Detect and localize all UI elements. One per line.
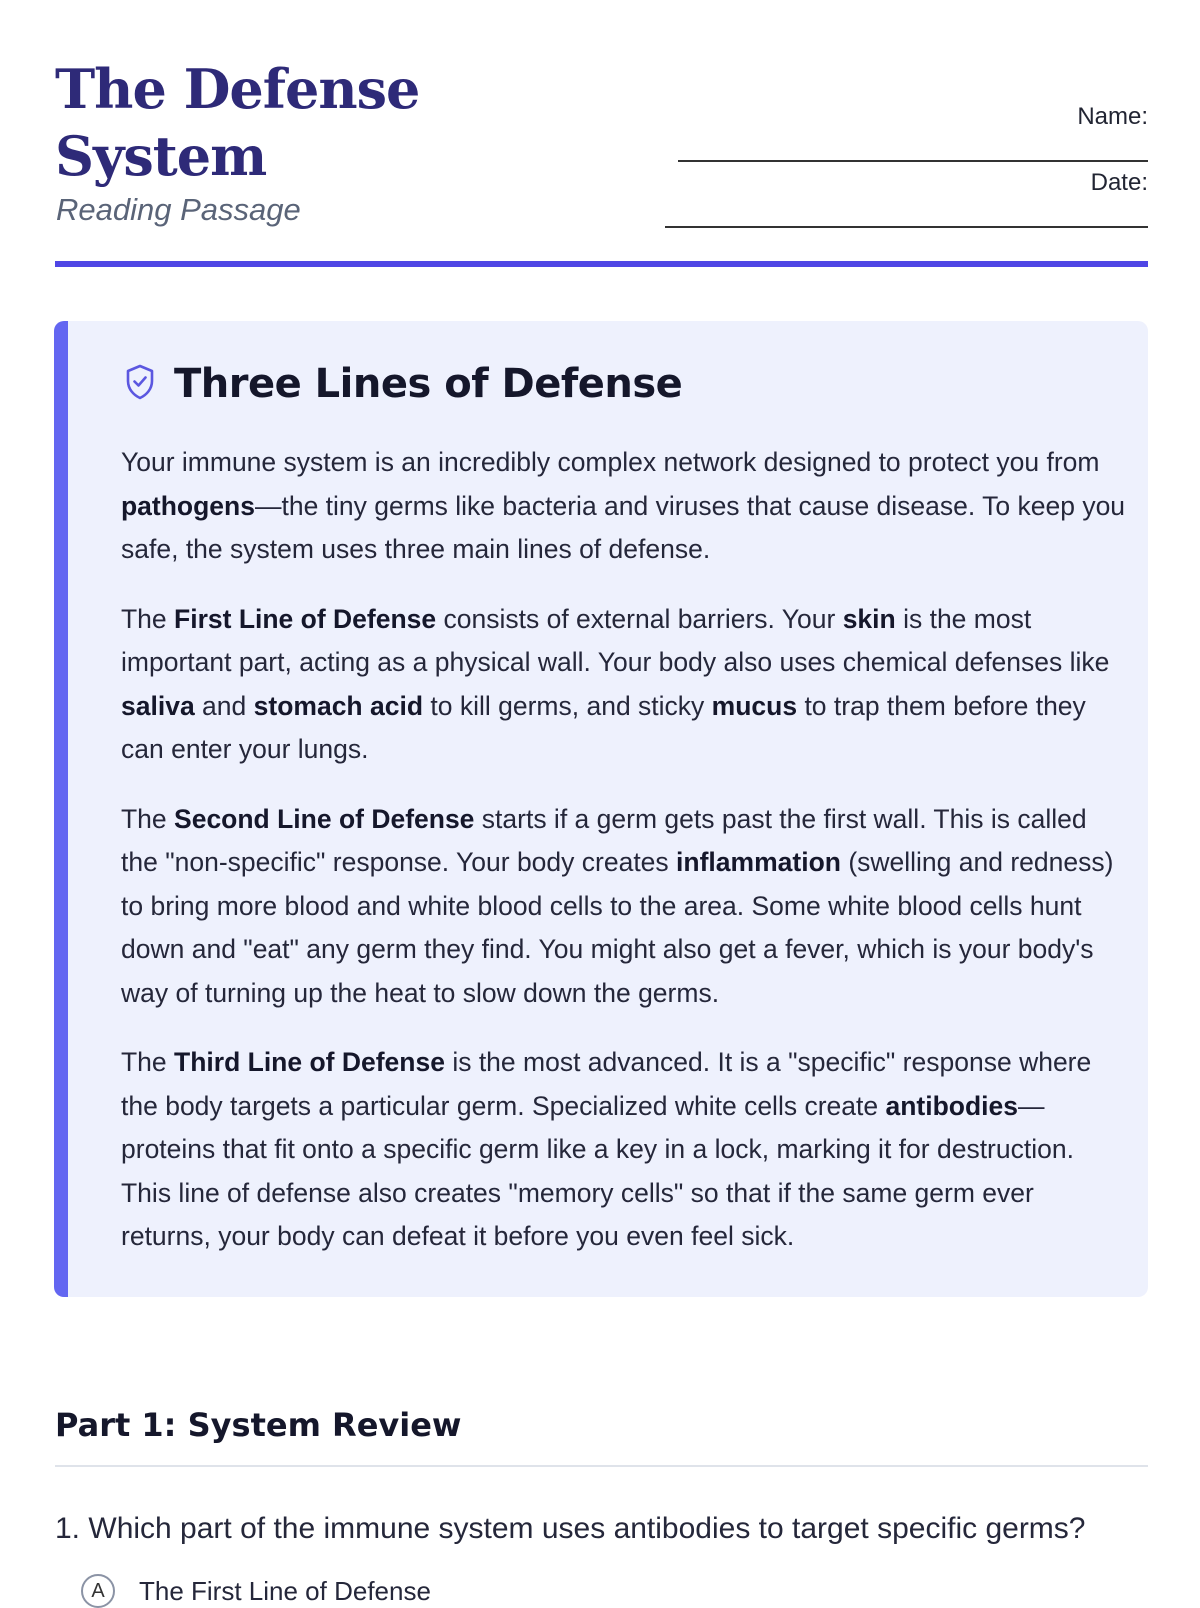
passage-text: The [121,1047,175,1077]
passage-text: (swelling and redness) to bring more blood and white blood cells to the area. Some white blood cells hunt down and "eat" any germ they find. You might also get a fever, which is your body's way of turning up the heat to slow down the germs. [121,847,1114,1008]
passage-paragraph [121,1041,1126,1259]
date-blank-line[interactable] [665,226,1148,228]
passage-text: Your immune system is an incredibly complex network designed to protect you from [121,447,1100,477]
passage-text: to trap them before they can enter your lungs. [121,690,1086,764]
section-title: Part 1: System Review [55,1406,462,1444]
question-1 [55,1512,1085,1546]
header-divider [55,261,1148,267]
key-term: mucus [711,690,798,721]
date-label: Date: [1090,169,1148,196]
option-text: The First Line of Defense [139,1575,431,1606]
passage-text: —the tiny germs like bacteria and viruses that cause disease. To keep you safe, the system uses three main lines of defense. [121,490,1126,564]
passage-text: consists of external barriers. Your [436,603,843,634]
name-field[interactable] [1077,102,1148,132]
worksheet-title: The Defense System [55,57,420,188]
passage-paragraph [121,598,1126,772]
question-number: 1. [55,1512,81,1545]
passage-text: The [121,603,175,634]
key-term: Third Line of Defense [174,1047,445,1077]
name-label: Name: [1077,103,1148,130]
key-term: stomach acid [253,690,424,721]
key-term: inflammation [676,847,841,877]
passage-text: The [121,803,175,834]
passage-paragraph [121,441,1126,572]
passage-body [121,441,1126,1285]
passage-text: starts if a germ gets past the first wall. This is called the "non-specific" response. Your body creates [121,803,1087,877]
passage-paragraph [121,798,1126,1016]
reading-passage-card [54,321,1148,1297]
passage-heading: Three Lines of Defense [174,361,683,407]
answer-option-a[interactable] [81,1574,431,1608]
passage-text: —proteins that fit onto a specific germ like a key in a lock, marking it for destruction. This line of defense also creates "memory cells" so that if the same germ ever returns, your body can defeat it before you even feel sick. [121,1090,1074,1251]
key-term: skin [842,603,896,634]
key-term: Second Line of Defense [174,803,475,834]
key-term: pathogens [121,490,255,521]
shield-check-icon [124,363,156,406]
passage-text: to kill germs, and sticky [423,690,712,721]
question-text: Which part of the immune system uses antibodies to target specific germs? [88,1512,1086,1545]
name-blank-line[interactable] [678,160,1148,162]
date-field[interactable] [1091,168,1148,198]
passage-text: is the most advanced. It is a "specific" response where the body targets a particular germ. Specialized white cells create [121,1047,1092,1121]
passage-text: and [194,690,254,721]
key-term: antibodies [885,1090,1018,1121]
section-divider [55,1465,1148,1467]
passage-heading-row [124,361,682,407]
worksheet-subtitle: Reading Passage [56,192,301,227]
option-letter-circle[interactable]: A [81,1574,115,1608]
key-term: First Line of Defense [174,603,437,634]
passage-text: is the most important part, acting as a physical wall. Your body also uses chemical defenses like [121,603,1110,677]
key-term: saliva [121,690,195,721]
